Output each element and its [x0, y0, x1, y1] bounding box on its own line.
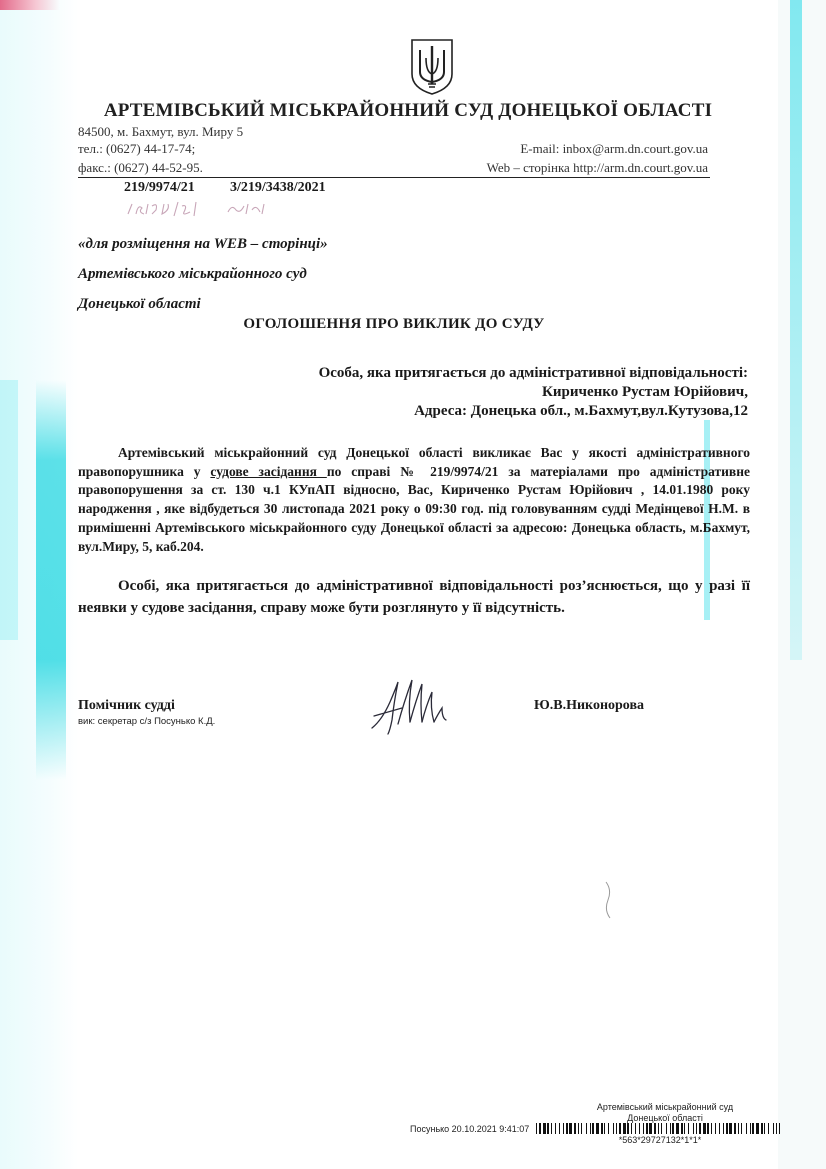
placement-note-region: Донецької області: [78, 296, 201, 312]
handwritten-signature: [368, 672, 452, 742]
scan-artifact-band: [790, 0, 802, 660]
footer-user-timestamp: Посунько 20.10.2021 9:41:07: [410, 1124, 530, 1134]
court-email: E-mail: inbox@arm.dn.court.gov.ua: [520, 141, 708, 156]
placement-note-court: Артемівського міськрайонного суд: [78, 266, 307, 282]
court-website: Web – сторінка http://arm.dn.court.gov.ua: [486, 160, 708, 175]
footer-court-name: Артемівський міськрайонний суд: [596, 1102, 734, 1112]
case-number: 219/9974/21: [124, 180, 195, 195]
signatory-name: Ю.В.Никонорова: [534, 698, 645, 713]
header-divider: [78, 177, 710, 178]
person-name: Кириченко Рустам Юрійович,: [542, 384, 748, 400]
scan-artifact-band: [36, 380, 66, 780]
summons-paragraph: [78, 444, 750, 556]
court-fax: факс.: (0627) 44-52-95.: [78, 160, 203, 175]
summons-text-start: Артемівський міськрайонний суд Донецької області викликає Вас у якості адміністративного правопорушника у: [78, 445, 750, 479]
scan-artifact-right: [778, 0, 826, 1169]
handwritten-note: [124, 198, 304, 220]
stray-pen-mark: [598, 880, 618, 920]
absence-notice-paragraph: Особі, яка притягається до адміністративної відповідальності роз’яснюється, що у разі її неявки у судове засідання, справу може бути розглянуто у її відсутність.: [78, 578, 750, 616]
notice-title: ОГОЛОШЕННЯ ПРО ВИКЛИК ДО СУДУ: [243, 316, 545, 332]
placement-note: «для розміщення на WEB – сторінці»: [78, 236, 328, 252]
barcode: [536, 1123, 780, 1134]
person-role: Особа, яка притягається до адміністративної відповідальності:: [318, 365, 748, 381]
footer-region: Донецької області: [627, 1113, 703, 1123]
court-phone: тел.: (0627) 44-17-74;: [78, 141, 196, 156]
scan-artifact-corner: [0, 0, 60, 10]
executor-note: вик: секретар с/з Посунько К.Д.: [78, 716, 216, 727]
person-address: Адреса: Донецька обл., м.Бахмут,вул.Кутузова,12: [414, 403, 748, 419]
summons-text-underlined: судове засідання: [210, 463, 327, 479]
trident-emblem-icon: [408, 38, 456, 96]
summons-text-end: по справі № 219/9974/21 за матеріалами про адміністративне правопорушення за ст. 130 ч.1 КУпАП відносно, Вас, Кириченко Рустам Юрійович , 14.01.1980 року народження , яке відбудеться 30 листопада 2021 року о 09:30 год. під головуванням судді Медінцевої Н.М. в примішенні Артемівського міськрайонного суду Донецької області за адресою: Донецька область, м.Бахмут, вул.Миру, 5, каб.204.: [78, 463, 750, 554]
court-name: АРТЕМІВСЬКИЙ МІСЬКРАЙОННИЙ СУД ДОНЕЦЬКОЇ ОБЛАСТІ: [103, 100, 713, 121]
scan-artifact-band: [0, 380, 18, 640]
signatory-role: Помічник судді: [78, 698, 175, 713]
barcode-number: *563*29727132*1*1*: [618, 1135, 702, 1145]
court-address: 84500, м. Бахмут, вул. Миру 5: [78, 124, 244, 139]
proceeding-number: 3/219/3438/2021: [230, 180, 326, 195]
